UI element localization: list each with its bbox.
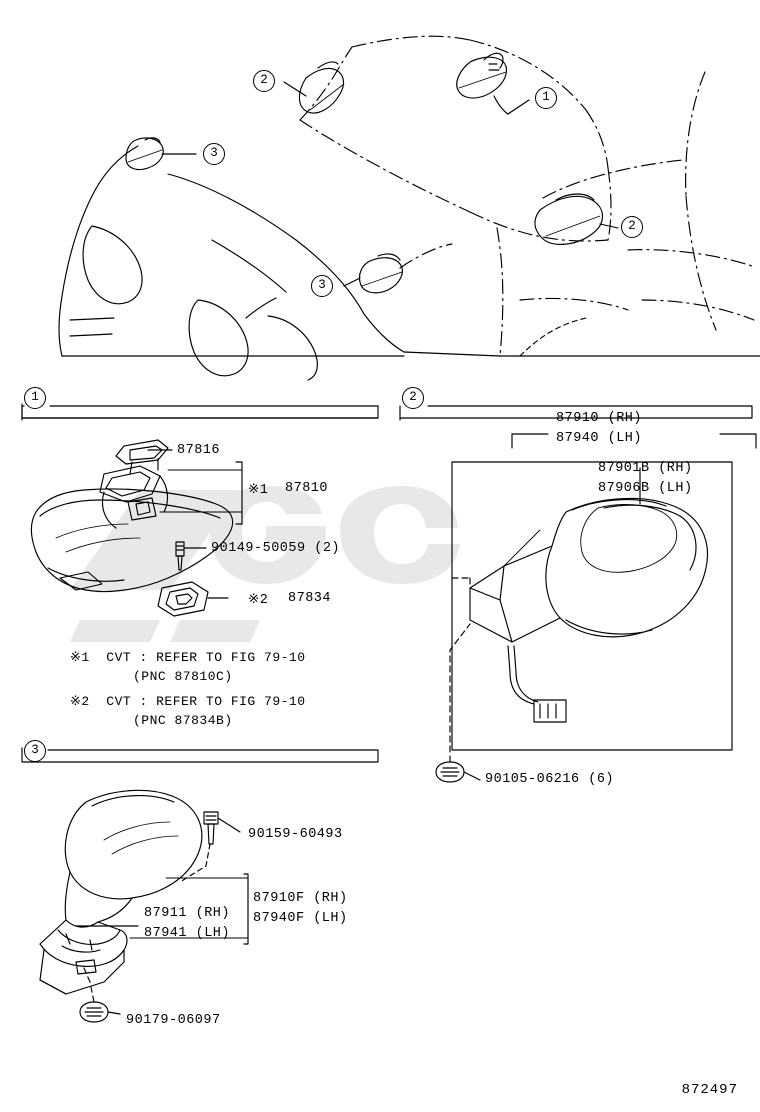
figure-number: 872497 [681,1082,738,1098]
part-87810-label: 87810 [285,481,329,496]
note-2-line1: ※2 CVT : REFER TO FIG 79-10 [70,694,306,709]
part-87901b-rh-label: 87901B (RH) [598,461,693,476]
panel-callout-3: 3 [24,740,46,762]
part-87940-lh-label: 87940 (LH) [556,431,643,446]
part-87810-marker: ※1 [248,483,269,498]
callout-3-top-mid: 3 [311,275,333,297]
note-1-line1: ※1 CVT : REFER TO FIG 79-10 [70,650,306,665]
watermark [60,470,480,650]
part-87910f-rh-label: 87910F (RH) [253,891,348,906]
callout-1-top: 1 [535,87,557,109]
callout-2-top-left: 2 [253,70,275,92]
part-87816-label: 87816 [177,443,221,458]
part-87906b-lh-label: 87906B (LH) [598,481,693,496]
part-87834-label: 87834 [288,591,332,606]
panel-callout-2: 2 [402,387,424,409]
panel-callout-1: 1 [24,387,46,409]
note-1-line2: (PNC 87810C) [133,669,233,684]
part-87911-rh-label: 87911 (RH) [144,906,231,921]
note-2-line2: (PNC 87834B) [133,713,233,728]
part-90179-06097-label: 90179-06097 [126,1013,221,1028]
callout-2-top-right: 2 [621,216,643,238]
part-87941-lh-label: 87941 (LH) [144,926,231,941]
part-90105-06216-label: 90105-06216 (6) [485,772,615,787]
part-90149-50059-label: 90149-50059 (2) [211,541,341,556]
part-87834-marker: ※2 [248,593,269,608]
part-90159-60493-label: 90159-60493 [248,827,343,842]
part-87940f-lh-label: 87940F (LH) [253,911,348,926]
part-87910-rh-label: 87910 (RH) [556,411,643,426]
callout-3-top-left: 3 [203,143,225,165]
